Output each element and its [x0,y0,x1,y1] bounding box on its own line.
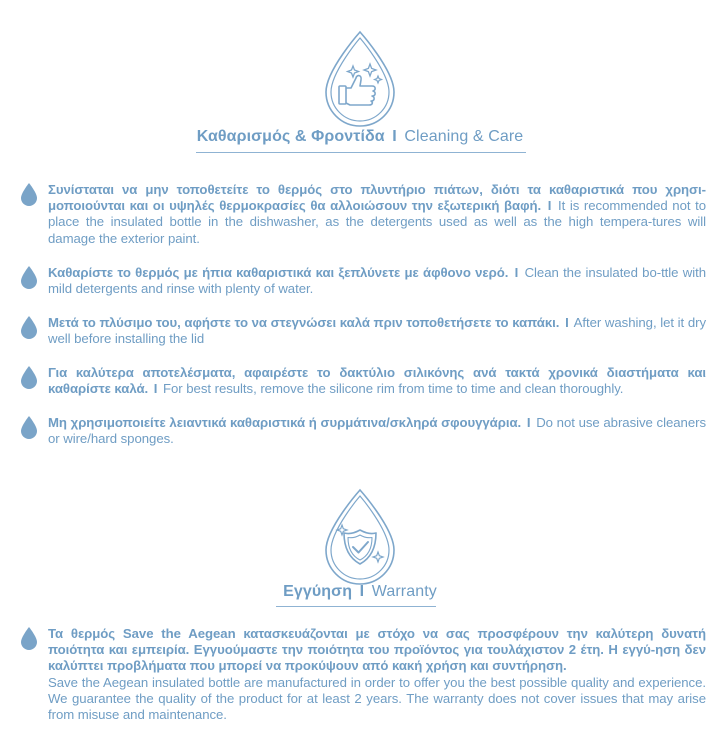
title-english: Warranty [371,583,437,600]
title-separator: I [392,128,397,145]
care-item-5 [16,415,706,447]
water-drop-bullet-icon [20,182,38,206]
care-item-greek: Για καλύτερα αποτελέσματα, αφαιρέστε το δακτύλιο σιλικόνης ανά τακτά χρονικά διαστήματα και καθαρίστε καλά. [48,365,706,397]
title-greek: Καθαρισμός & Φροντίδα [196,128,385,145]
water-drop-bullet-icon [20,626,38,650]
thumbs-up-sparkle-drop-icon [320,28,400,128]
title-separator: I [359,583,365,600]
warranty-english: Save the Aegean insulated bottle are manufactured in order to offer you the best possible quality and experience. We guarantee the quality of the product for at least 2 years. The warranty does not cover issues that may arise from misuse and maintenance. [48,674,706,723]
care-item-english: It is recommended not to place the insulated bottle in the dishwasher, as the detergents used as well as the high tempera-tures will damage the exterior paint. [48,198,706,246]
cleaning-care-title [0,128,720,146]
title-underline [196,152,526,153]
shield-check-sparkle-drop-icon [320,486,400,586]
water-drop-bullet-icon [20,365,38,389]
care-item-4 [16,365,706,397]
care-item-separator: I [565,315,569,330]
care-item-separator: I [526,415,531,430]
title-underline [276,606,436,607]
care-item-1 [16,182,706,247]
care-item-separator: I [547,198,552,214]
warranty-title [0,583,720,601]
care-item-separator: I [153,381,158,397]
water-drop-bullet-icon [20,315,38,339]
care-item-english: For best results, remove the silicone rim from time to time and clean thoroughly. [163,381,624,397]
care-item-greek: Συνίσταται να μην τοποθετείτε το θερμός στο πλυντήριο πιάτων, διότι τα καθαριστικά που χρησι-μοποιούνται και οι υψηλές θερμοκρασίες θα αλλοιώσουν την εξωτερική βαφή. [48,182,706,214]
water-drop-bullet-icon [20,415,38,439]
title-greek: Εγγύηση [283,583,353,600]
care-item-english: Clean the insulated bo-ttle with mild detergents and rinse with plenty of water. [48,265,706,297]
warranty-greek: Τα θερμός Save the Aegean κατασκευάζονται με στόχο να σας προσφέρουν την καλύτερη δυνατή ποιότητα και εμπειρία. Εγγυούμαστε την ποιότητα του προϊόντος για τουλάχιστον 2 έτη. Η εγγύ-ηση δεν καλύπτει προβλήματα που μπορεί να προκύψουν από κακή χρήση και συντήρηση. [48,626,706,674]
care-item-greek: Καθαρίστε το θερμός με ήπια καθαριστικά και ξεπλύνετε με άφθονο νερό. [48,265,509,280]
care-item-separator: I [514,265,519,280]
care-item-2 [16,265,706,297]
care-item-greek: Μετά το πλύσιμο του, αφήστε το να στεγνώσει καλά πριν τοποθετήσετε το καπάκι. [48,315,560,330]
care-item-english: After washing, let it dry well before installing the lid [48,315,706,347]
care-item-english: Do not use abrasive cleaners or wire/hard sponges. [48,415,706,447]
care-item-3 [16,315,706,347]
water-drop-bullet-icon [20,265,38,289]
warranty-item [16,626,706,723]
care-item-greek: Μη χρησιμοποιείτε λειαντικά καθαριστικά ή συρμάτινα/σκληρά σφουγγάρια. [48,415,522,430]
title-english: Cleaning & Care [404,128,524,145]
